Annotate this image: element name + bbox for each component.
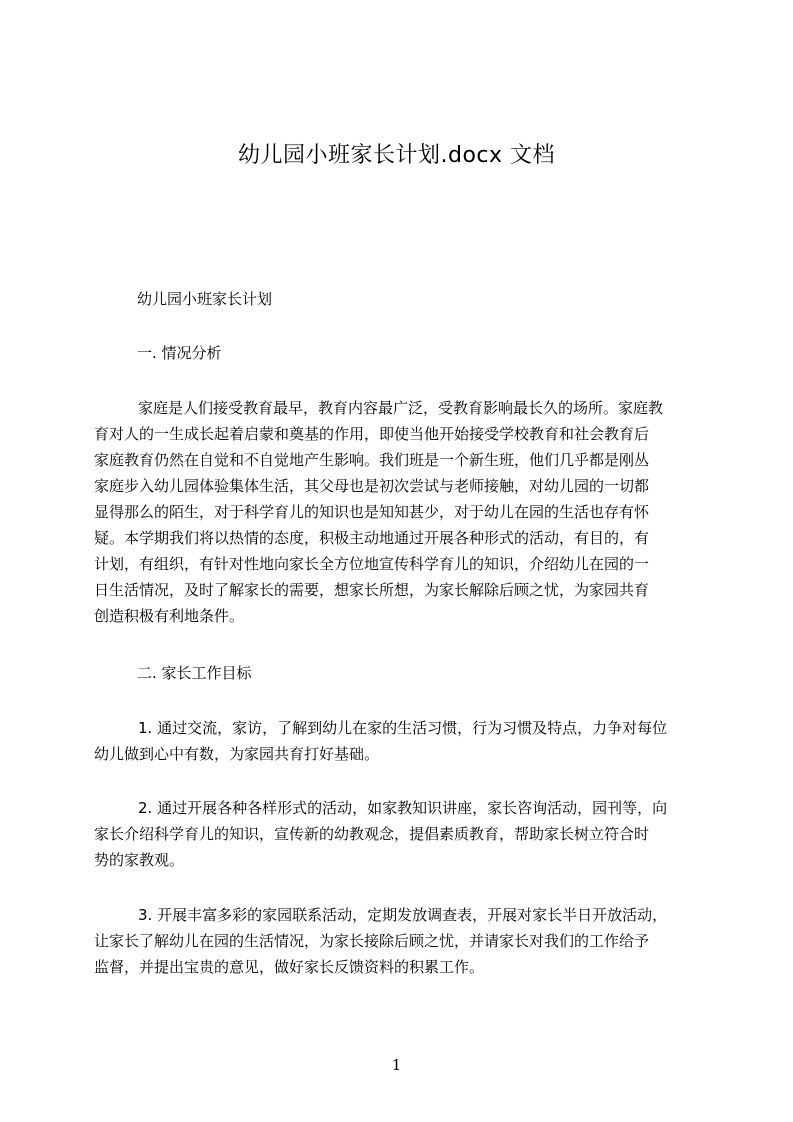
section-heading-2: 二. 家长工作目标 (137, 664, 252, 682)
paragraph-line: 让家长了解幼儿在园的生活情况，为家长接除后顾之忧，并请家长对我们的工作给予 (94, 932, 650, 950)
paragraph-line: 家庭教育仍然在自觉和不自觉地产生影响。我们班是一个新生班，他们几乎都是刚丛 (94, 451, 650, 469)
page-number: 1 (391, 1056, 402, 1074)
paragraph-line: 育对人的一生成长起着启蒙和奠基的作用，即使当他开始接受学校教育和社会教育后 (94, 425, 650, 443)
paragraph-line: 日生活情况，及时了解家长的需要，想家长所想，为家长解除后顾之忧，为家园共育 (94, 581, 650, 599)
paragraph-line: 计划，有组织，有针对性地向家长全方位地宣传科学育儿的知识，介绍幼儿在园的一 (94, 555, 650, 573)
paragraph-line: 创造积极有利地条件。 (94, 607, 245, 625)
paragraph-line: 显得那么的陌生，对于科学育儿的知识也是知知甚少，对于幼儿在园的生活也存有怀 (94, 503, 650, 521)
paragraph-line: 家庭是人们接受教育最早，教育内容最广泛，受教育影响最长久的场所。家庭教 (138, 399, 664, 417)
paragraph-line: 监督，并提出宝贵的意见，做好家长反馈资料的积累工作。 (94, 958, 485, 976)
document-title: 幼儿园小班家长计划.docx 文档 (237, 143, 556, 168)
document-subtitle: 幼儿园小班家长计划 (137, 290, 273, 308)
paragraph-line: 疑。本学期我们将以热情的态度，积极主动地通过开展各种形式的活动，有目的，有 (94, 529, 650, 547)
paragraph-line: 家长介绍科学育儿的知识，宣传新的幼教观念，提倡素质教育，帮助家长树立符合时 (94, 825, 650, 843)
paragraph-line: 家庭步入幼儿园体验集体生活，其父母也是初次尝试与老师接触，对幼儿园的一切都 (94, 477, 650, 495)
paragraph-line: 3. 开展丰富多彩的家园联系活动，定期发放调查表，开展对家长半日开放活动， (138, 906, 668, 924)
paragraph-line: 1. 通过交流，家访，了解到幼儿在家的生活习惯，行为习惯及特点，力争对每位 (138, 719, 668, 737)
section-heading-1: 一. 情况分析 (137, 344, 222, 362)
paragraph-line: 2. 通过开展各种各样形式的活动，如家教知识讲座，家长咨询活动，园刊等，向 (138, 799, 668, 817)
paragraph-line: 势的家教观。 (94, 851, 185, 869)
paragraph-line: 幼儿做到心中有数，为家园共育打好基础。 (94, 745, 380, 763)
